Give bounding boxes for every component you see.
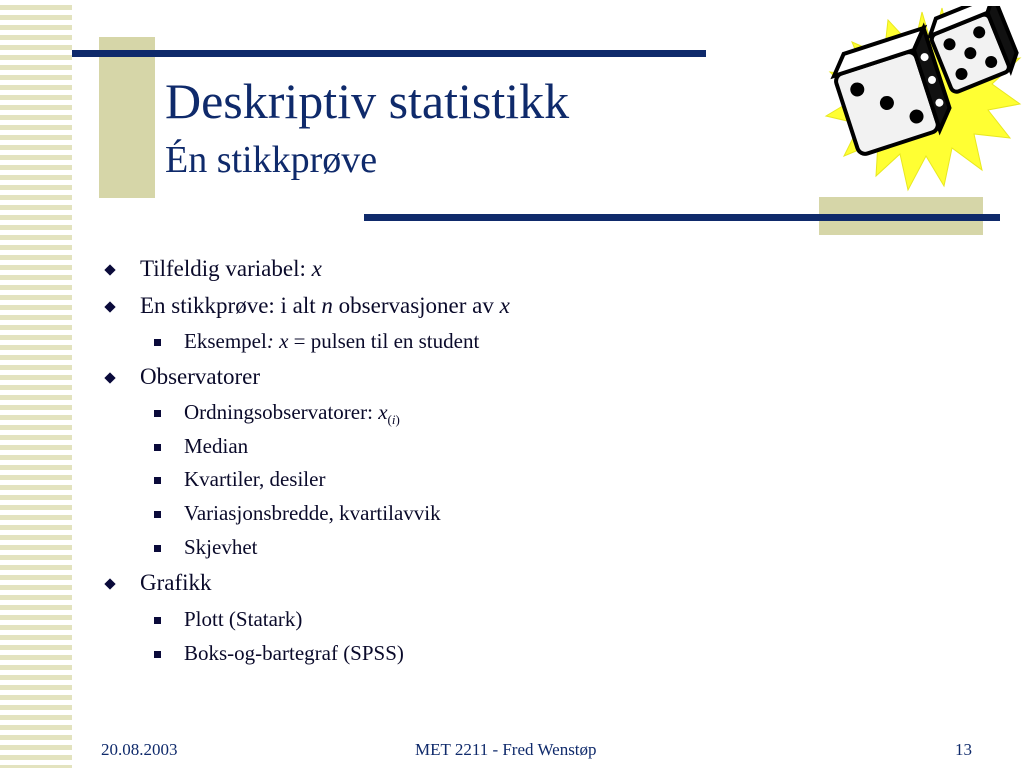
footer-page-number: 13 <box>955 740 972 759</box>
square-bullet-icon <box>154 511 161 518</box>
item-text: Tilfeldig variabel: <box>140 256 312 281</box>
title-top-rule <box>72 50 706 57</box>
square-bullet-icon <box>154 444 161 451</box>
item-variable: x <box>499 293 510 318</box>
list-subitem: Plott (Statark) <box>184 607 303 631</box>
slide-title: Deskriptiv statistikk <box>165 73 570 129</box>
square-bullet-icon <box>154 651 161 658</box>
item-text: observasjoner av <box>332 293 500 318</box>
item-text: Ordningsobservatorer: <box>184 400 379 424</box>
item-variable: x <box>311 256 322 281</box>
diamond-bullet-icon <box>104 301 115 312</box>
list-subitem: Kvartiler, desiler <box>184 467 326 491</box>
diamond-bullet-icon <box>104 264 115 275</box>
list-item: Grafikk <box>140 570 212 595</box>
item-text: = pulsen til en student <box>288 329 480 353</box>
subscript-variable: i <box>391 412 396 428</box>
list-subitem: Variasjonsbredde, kvartilavvik <box>184 501 441 525</box>
list-subitem <box>184 329 479 354</box>
item-text: Eksempel <box>184 329 267 353</box>
list-item <box>140 256 322 282</box>
title-accent-block <box>99 37 155 198</box>
footer-course: MET 2211 - Fred Wenstøp <box>415 740 597 759</box>
list-item: Observatorer <box>140 364 261 389</box>
list-subitem: Boks-og-bartegraf (SPSS) <box>184 641 404 665</box>
subscript-paren: ) <box>395 412 400 428</box>
dice-icon <box>822 6 1022 194</box>
diamond-bullet-icon <box>104 578 115 589</box>
item-text: En stikkprøve: i alt <box>140 293 322 318</box>
square-bullet-icon <box>154 410 161 417</box>
item-variable: x <box>279 329 289 353</box>
item-variable: n <box>321 293 333 318</box>
list-subitem: Skjevhet <box>184 535 258 559</box>
title-bottom-rule <box>364 214 1000 221</box>
list-subitem <box>184 400 400 428</box>
square-bullet-icon <box>154 617 161 624</box>
square-bullet-icon <box>154 545 161 552</box>
slide-subtitle: Én stikkprøve <box>165 139 378 181</box>
list-item <box>140 293 510 319</box>
item-variable: x <box>378 400 388 424</box>
square-bullet-icon <box>154 339 161 346</box>
footer-date: 20.08.2003 <box>101 740 178 759</box>
left-stripe-decoration <box>0 0 72 768</box>
item-text: : <box>266 329 280 353</box>
list-subitem: Median <box>184 434 249 458</box>
diamond-bullet-icon <box>104 372 115 383</box>
subscript-paren: ( <box>387 412 392 428</box>
square-bullet-icon <box>154 477 161 484</box>
